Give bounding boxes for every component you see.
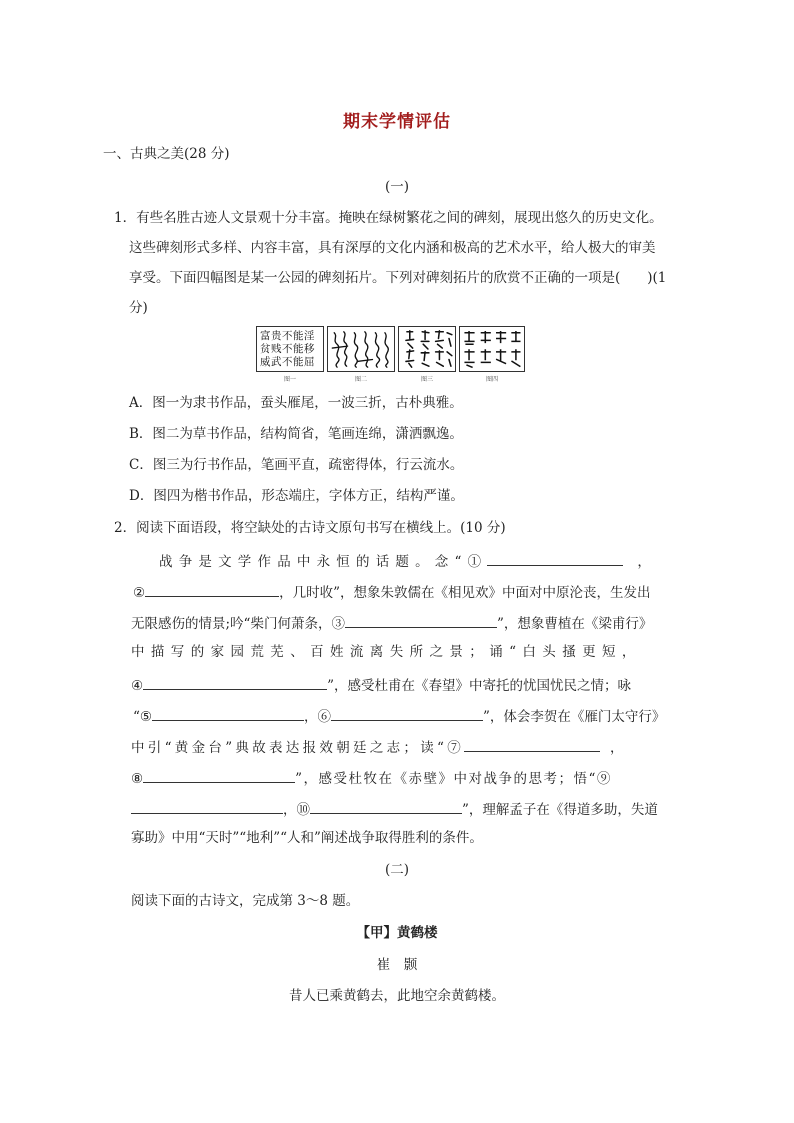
running-script-graphic xyxy=(399,327,455,371)
q2-line-8 xyxy=(131,770,612,787)
answer-blank-6[interactable] xyxy=(331,708,483,721)
poem-title: 【甲】黄鹤楼 xyxy=(356,925,438,941)
q2-line-4: 中描写的家园荒芜、百姓流离失所之景；诵“白头搔更短， xyxy=(131,644,642,660)
q2-text: 战争是文学作品中永恒的话题。念“① xyxy=(159,554,488,570)
q2-text: ”，想象曹植在《梁甫行》 xyxy=(496,616,653,632)
poem-author: 崔 颢 xyxy=(376,957,418,973)
q2-text: ， xyxy=(637,554,651,570)
q2-line-7 xyxy=(131,739,668,756)
q2-line-2 xyxy=(133,584,651,601)
poem-first-line: 昔人已乘黄鹤去，此地空余黄鹤楼。 xyxy=(289,988,505,1004)
q2-stem: 2．阅读下面语段，将空缺处的古诗文原句书写在横线上。(10 分) xyxy=(114,520,506,536)
q2-text: ，⑩ xyxy=(283,802,310,818)
q2-text: “⑤ xyxy=(133,709,153,725)
q2-line-10: 寡助》中用“天时”“地利”“人和”阐述战争取得胜利的条件。 xyxy=(131,830,483,846)
q2-text: ② xyxy=(133,585,146,601)
part-label-1: (一) xyxy=(384,179,410,195)
q2-text: 中引“黄金台”典故表达报效朝廷之志；读“⑦ xyxy=(131,740,465,756)
q1-line-4: 分) xyxy=(129,300,148,316)
answer-blank-4[interactable] xyxy=(143,677,327,690)
q1-line-2: 这些碑刻形式多样、内容丰富，具有深厚的文化内涵和极高的艺术水平，给人极大的审美 xyxy=(129,240,656,256)
answer-blank-3[interactable] xyxy=(345,615,497,628)
answer-blank-7[interactable] xyxy=(464,739,600,752)
tablet-4-image xyxy=(459,326,525,372)
q2-text: ④ xyxy=(131,678,144,694)
answer-blank-5[interactable] xyxy=(152,708,304,721)
answer-blank-10[interactable] xyxy=(310,801,462,814)
q1-option-c: C．图三为行书作品，笔画平直，疏密得体，行云流水。 xyxy=(129,457,464,473)
page-title: 期末学情评估 xyxy=(343,112,451,132)
tablet-1-line: 贫贱不能移 xyxy=(260,343,315,355)
q1-option-b: B．图二为草书作品，结构简省，笔画连绵，潇洒飘逸。 xyxy=(129,426,463,442)
answer-blank-1[interactable] xyxy=(487,553,623,566)
q1-line-3: 享受。下面四幅图是某一公园的碑刻拓片。下列对碑刻拓片的欣赏不正确的一项是( )(1 xyxy=(129,270,667,286)
q2-text: ”，理解孟子在《得道多助，失道 xyxy=(462,802,658,818)
tablet-1-line: 威武不能屈 xyxy=(260,356,315,368)
tablet-2-image xyxy=(327,326,395,372)
part-label-2: (二) xyxy=(384,862,410,878)
caption-figure-2: 图二 xyxy=(354,376,367,383)
tablet-1-line: 富贵不能淫 xyxy=(260,330,315,342)
q1-option-d: D．图四为楷书作品，形态端庄，字体方正，结构严谨。 xyxy=(129,488,464,504)
caption-figure-3: 图三 xyxy=(420,376,433,383)
q2-text: ， xyxy=(610,740,624,756)
tablet-rubbings-figure xyxy=(256,326,526,386)
answer-blank-2[interactable] xyxy=(145,584,279,597)
q2-text: ”，体会李贺在《雁门太守行》 xyxy=(483,709,666,725)
answer-blank-8[interactable] xyxy=(143,770,295,783)
q2-line-3 xyxy=(131,615,652,632)
q2-text: ，⑥ xyxy=(304,709,332,725)
caption-figure-4: 图四 xyxy=(485,376,498,383)
q2-line-1 xyxy=(159,553,667,570)
regular-script-graphic xyxy=(460,327,524,371)
q2-text: ”，感受杜牧在《赤壁》中对战争的思考；悟“⑨ xyxy=(295,771,612,787)
section-heading: 一、古典之美(28 分) xyxy=(103,146,230,162)
caption-figure-1: 图一 xyxy=(283,376,296,383)
q2-line-5 xyxy=(131,677,631,694)
q2-text: 无限感伤的情景;吟“柴门何萧条，③ xyxy=(131,616,345,632)
tablet-3-image xyxy=(398,326,456,372)
q2-line-9 xyxy=(131,801,658,818)
answer-blank-9[interactable] xyxy=(131,801,283,814)
q2-text: ⑧ xyxy=(131,771,144,787)
tablet-1-image xyxy=(256,326,324,372)
q2-line-6 xyxy=(133,708,665,725)
q1-option-a: A．图一为隶书作品，蚕头雁尾，一波三折，古朴典雅。 xyxy=(129,395,463,411)
q2-text: ”，感受杜甫在《春望》中寄托的忧国忧民之情；咏 xyxy=(327,678,632,694)
part2-intro: 阅读下面的古诗文，完成第 3～8 题。 xyxy=(131,893,360,909)
q1-line-1: 1．有些名胜古迹人文景观十分丰富。掩映在绿树繁花之间的碑刻，展现出悠久的历史文化。 xyxy=(114,210,663,226)
q2-text: ，几时收”，想象朱敦儒在《相见欢》中面对中原沦丧，生发出 xyxy=(279,585,651,601)
cursive-calligraphy-graphic xyxy=(328,327,394,371)
